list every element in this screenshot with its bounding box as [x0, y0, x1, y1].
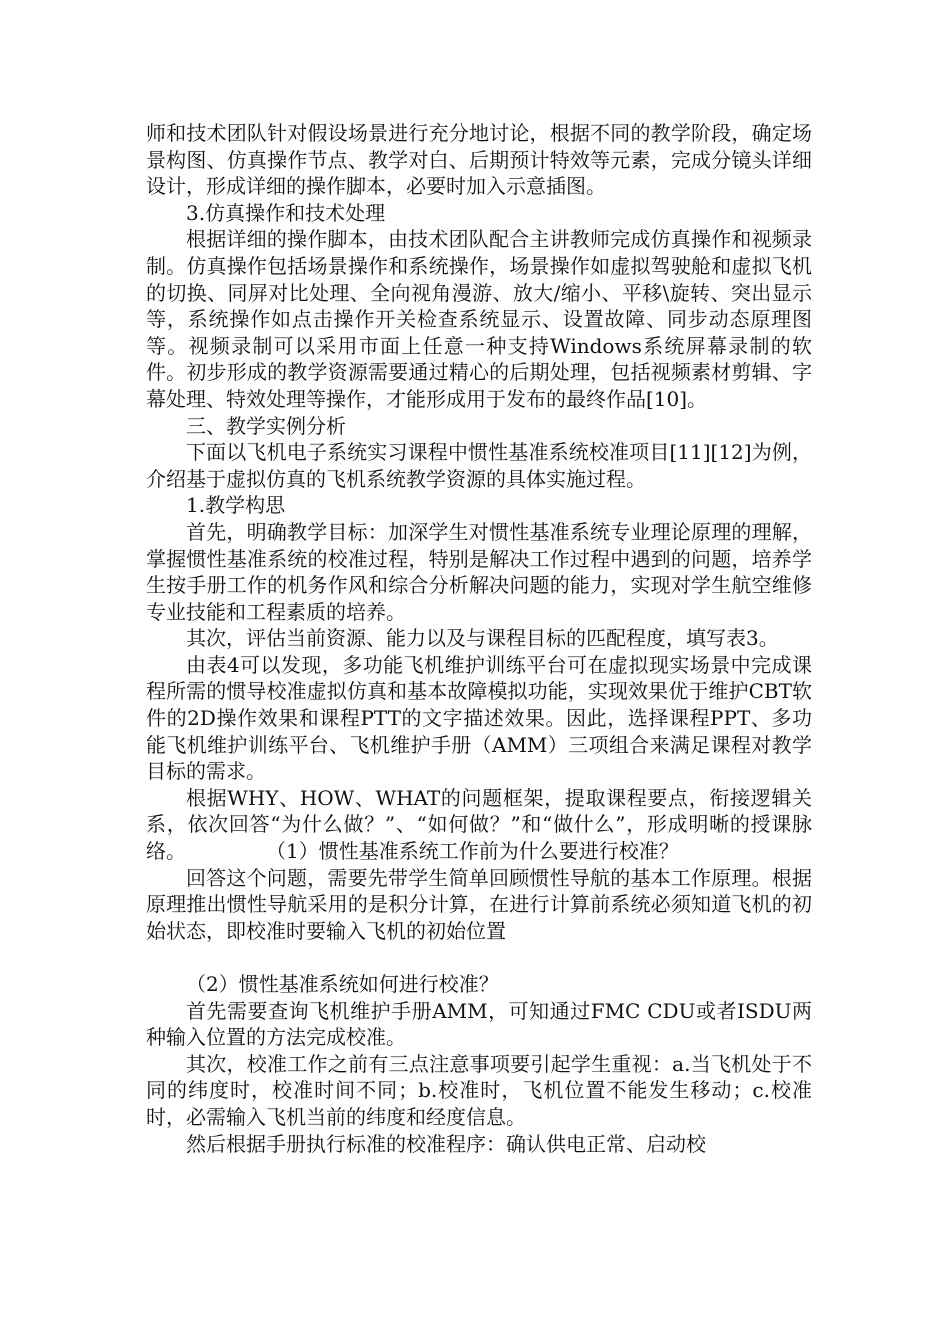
paragraph-example-intro: 下面以飞机电子系统实习课程中惯性基准系统校准项目[11][12]为例，介绍基于虚拟仿真的飞机系统教学资源的具体实施过程。 — [146, 440, 812, 491]
heading-teaching-concept: 1.教学构思 — [186, 493, 286, 518]
paragraph-calibration-reason: 回答这个问题，需要先带学生简单回顾惯性导航的基本工作原理。根据原理推出惯性导航采用的是积分计算，在进行计算前系统必须知道飞机的初始状态，即校准时要输入飞机的初始位置 — [146, 865, 812, 943]
heading-calibration-how: （2）惯性基准系统如何进行校准？ — [186, 972, 499, 996]
paragraph-calibration-methods: 首先需要查询飞机维护手册AMM，可知通过FMC CDU或者ISDU两种输入位置的方法完成校准。 — [146, 998, 812, 1050]
heading-simulation-operation: 3.仿真操作和技术处理 — [186, 200, 386, 225]
paragraph-table-analysis: 由表4可以发现，多功能飞机维护训练平台可在虚拟现实场景中完成课程所需的惯导校准虚拟仿真和基本故障模拟功能，实现效果优于维护CBT软件的2D操作效果和课程PTT的文字描述效果。因此，选择课程PPT、多功能飞机维护训练平台、飞机维护手册（AMM）三项组合来满足课程对教学目标的需求。 — [146, 652, 812, 784]
paragraph-question-framework: 根据WHY、HOW、WHAT的问题框架，提取课程要点，衔接逻辑关系，依次回答“为什么做？”、“如何做？”和“做什么”，形成明晰的授课脉络。 （1）惯性基准系统工作前为什么要进行校准？ — [146, 785, 812, 864]
document-page — [146, 120, 812, 1157]
paragraph-calibration-notes: 其次，校准工作之前有三点注意事项要引起学生重视：a.当飞机处于不同的纬度时，校准时间不同；b.校准时，飞机位置不能发生移动；c.校准时，必需输入飞机当前的纬度和经度信息。 — [146, 1051, 812, 1129]
paragraph-simulation-operation: 根据详细的操作脚本，由技术团队配合主讲教师完成仿真操作和视频录制。仿真操作包括场景操作和系统操作，场景操作如虚拟驾驶舱和虚拟飞机的切换、同屏对比处理、全向视角漫游、放大/缩小、平移\旋转、突出显示等，系统操作如点击操作开关检查系统显示、设置故障、同步动态原理图等。视频录制可以采用市面上任意一种支持Windows系统屏幕录制的软件。初步形成的教学资源需要通过精心的后期处理，包括视频素材剪辑、字幕处理、特效处理等操作，才能形成用于发布的最终作品[10]。 — [146, 227, 812, 411]
heading-teaching-example: 三、教学实例分析 — [186, 413, 346, 438]
paragraph-calibration-procedure: 然后根据手册执行标准的校准程序：确认供电正常、启动校 — [186, 1131, 706, 1156]
paragraph-teaching-goal: 首先，明确教学目标：加深学生对惯性基准系统专业理论原理的理解，掌握惯性基准系统的校准过程，特别是解决工作过程中遇到的问题，培养学生按手册工作的机务作风和综合分析解决问题的能力，实现对学生航空维修专业技能和工程素质的培养。 — [146, 519, 812, 624]
paragraph-scene-design: 师和技术团队针对假设场景进行充分地讨论，根据不同的教学阶段，确定场景构图、仿真操作节点、教学对白、后期预计特效等元素，完成分镜头详细设计，形成详细的操作脚本，必要时加入示意插图。 — [146, 121, 812, 199]
paragraph-resource-evaluation: 其次，评估当前资源、能力以及与课程目标的匹配程度，填写表3。 — [186, 626, 779, 651]
paragraph-gap — [146, 944, 812, 971]
